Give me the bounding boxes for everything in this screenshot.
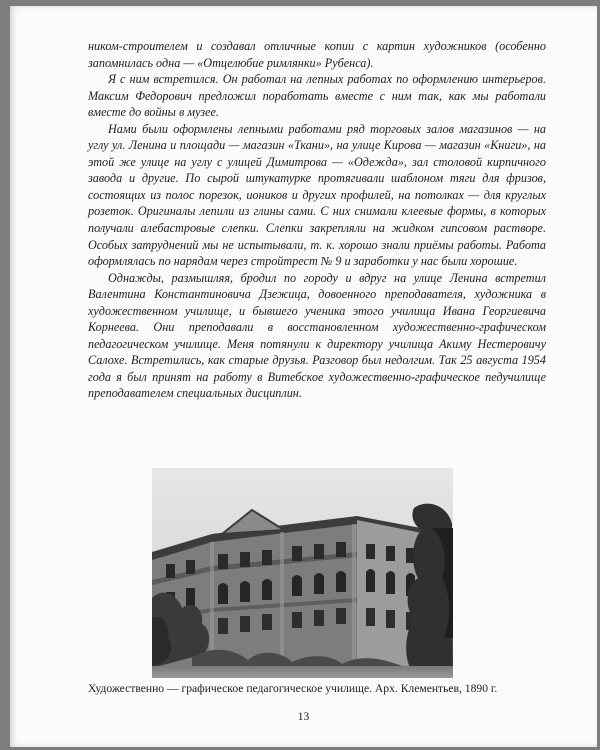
book-page (10, 6, 597, 747)
paragraph-1: ником-строителем и создавал отличные копии с картин художников (особенно запомнилась одна — «Отцелюбие римлянки» Рубенса). (88, 39, 546, 70)
paragraph-2: Я с ним встретился. Он работал на лепных работах по оформлению интерьеров. Максим Федорович предложил поработать вместе с ним так, как мы работали вместе до войны в музее. (88, 72, 546, 120)
building-photo (152, 468, 453, 678)
body-text (88, 38, 546, 402)
photo-caption: Художественно — графическое педагогическое училище. Арх. Клементьев, 1890 г. (88, 682, 498, 695)
building-photo-illustration (152, 468, 453, 678)
paragraph-4: Однажды, размышляя, бродил по городу и вдруг на улице Ленина встретил Валентина Константиновича Дзежица, довоенного преподавателя, художника в художественном училище, и бывшего ученика этого училища Ивана Георгиевича Корнеева. Они преподавали в восстановленном художественно-графическом педагогическом училище. Меня потянули к директору училища Акиму Нестеровичу Салохе. Встретились, как старые друзья. Разговор был недолгим. Так 25 августа 1954 года я был принят на работу в Витебское художественно-графическое педучилище преподавателем специальных дисциплин. (88, 270, 546, 401)
page-number: 13 (297, 711, 310, 723)
paragraph-3: Нами были оформлены лепными работами ряд торговых залов магазинов — на углу ул. Ленина и площади — магазин «Ткани», на улице Кирова — магазин «Книги», на этой же улице на углу с улицей Димитрова — «Одежда», зал столовой кирпичного завода и другие. По сырой штукатурке протягивали шаблоном тяги для фризов, состоящих из полос порезок, иоников и других профилей, на потолках — для круглых розеток. Оригиналы лепили из глины сами. С них снимали клеевые формы, в которых получали алебастровые слепки. Слепки закрепляли на жидком гипсовом растворе. Особых затруднений мы не испытывали, т. к. хорошо знали приёмы работы. Работа оформлялась по нарядам через стройтрест № 9 и заработки у нас были хорошие. (88, 121, 546, 269)
